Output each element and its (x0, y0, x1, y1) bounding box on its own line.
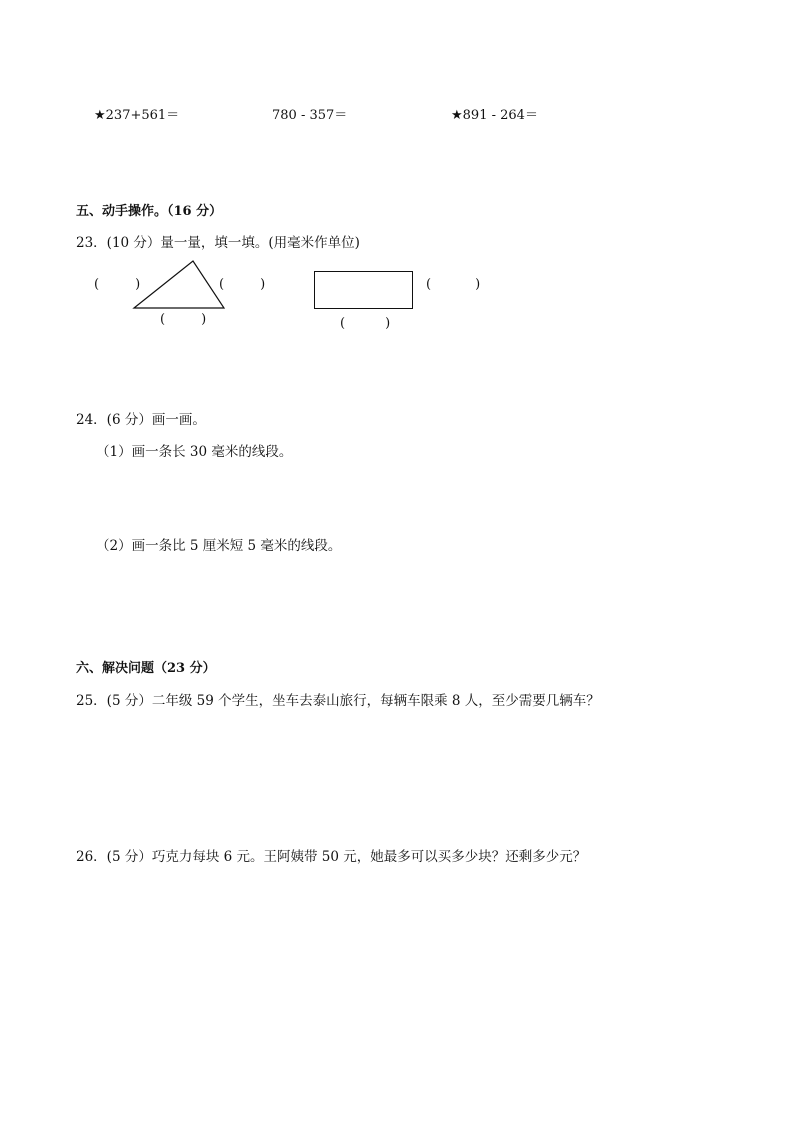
section-5-title: 五、动手操作。（16 分） (76, 204, 223, 219)
paren-close: ) (260, 277, 266, 292)
calc-item-2: 780 - 357＝ (272, 108, 348, 123)
blank-triangle-bottom[interactable] (160, 312, 206, 327)
paren-open: ( (426, 277, 432, 292)
calc-item-3: ★891 - 264＝ (451, 108, 538, 123)
paren-open: ( (340, 316, 346, 331)
question-24: 24．(6 分）画一画。 (76, 412, 206, 428)
blank-rectangle-right[interactable] (426, 277, 480, 292)
blank-triangle-right[interactable] (219, 277, 265, 292)
paren-close: ) (475, 277, 481, 292)
blank-triangle-left[interactable] (94, 277, 140, 292)
paren-close: ) (201, 312, 207, 327)
paren-open: ( (94, 277, 100, 292)
calc-item-1: ★237+561＝ (94, 108, 180, 123)
question-25: 25．(5 分）二年级 59 个学生，坐车去泰山旅行，每辆车限乘 8 人，至少需要几辆车？ (76, 693, 600, 709)
question-23: 23．(10 分）量一量，填一填。(用毫米作单位) (76, 235, 360, 251)
question-26: 26．(5 分）巧克力每块 6 元。王阿姨带 50 元，她最多可以买多少块？还剩多少元？ (76, 849, 587, 865)
paren-open: ( (219, 277, 225, 292)
paren-close: ) (385, 316, 391, 331)
question-24-part-2: （2）画一条比 5 厘米短 5 毫米的线段。 (96, 538, 342, 554)
question-24-part-1: （1）画一条长 30 毫米的线段。 (96, 444, 293, 460)
section-6-title: 六、解决问题（23 分） (76, 661, 216, 676)
paren-close: ) (135, 277, 141, 292)
triangle-shape (134, 261, 224, 308)
paren-open: ( (160, 312, 166, 327)
blank-rectangle-bottom[interactable] (340, 316, 390, 331)
rectangle-figure (314, 271, 413, 309)
